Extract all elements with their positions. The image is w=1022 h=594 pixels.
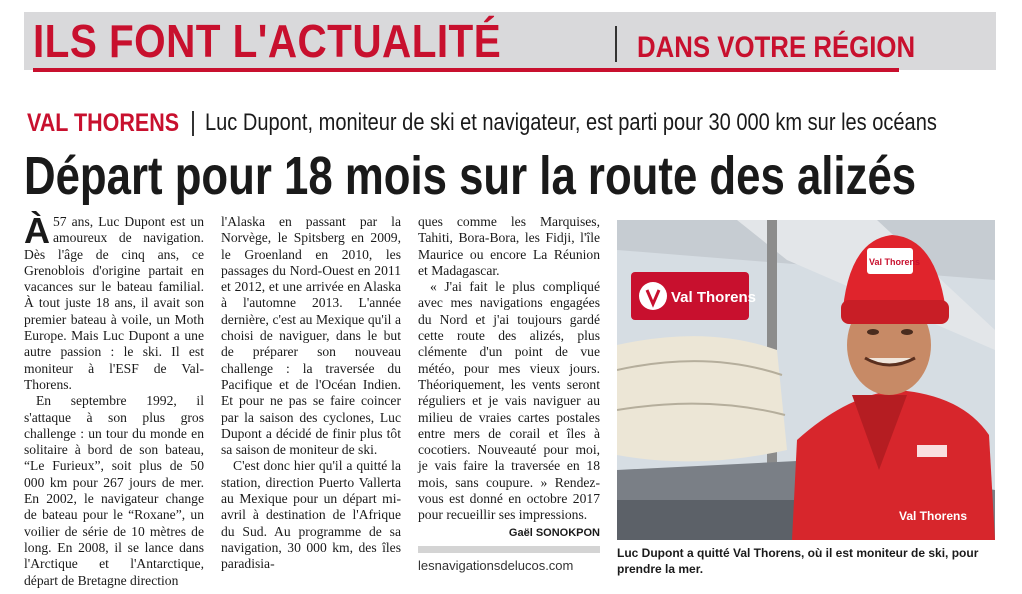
banner-underline bbox=[33, 68, 899, 72]
banner-logo-text: Val Thorens bbox=[671, 289, 757, 306]
author-byline: Gaël SONOKPON bbox=[508, 527, 600, 539]
paragraph: « J'ai fait le plus compliqué avec mes navigations engagées du Nord et j'ai toujours gardé cette route des alizés, plus clémente d'un point de vue météo, pour mes vieux jours. Théoriquement, les vents seront réguliers et je vais naviguer au milieu de vraies cartes postales entre mers de corail et îles à cocotiers. Nouveauté pour moi, je vais faire la traversée en 18 mois, sans coupure. » Rendez-vous est donné en octobre 2017 pour recueillir ses impressions. bbox=[418, 279, 600, 523]
paragraph-text: 57 ans, Luc Dupont est un amoureux de navigation. Dès l'âge de cinq ans, ce Grenoblois d'origine partait en vacances sur le bateau familial. À tout juste 18 ans, il avait son premier bateau à voile, un Moth Europe. Mais Luc Dupont a une autre passion : le ski. Il est moniteur à l'ESF de Val-Thorens. bbox=[24, 214, 204, 392]
article-subhead: Luc Dupont, moniteur de ski et navigateur, est parti pour 30 000 km sur les océans bbox=[205, 109, 937, 136]
paragraph: ques comme les Marquises, Tahiti, Bora-Bora, les Fidji, l'île Maurice ou encore La Réunion et Madagascar. bbox=[418, 214, 600, 278]
hat-logo-text: Val Thorens bbox=[869, 257, 921, 267]
article-kicker: VAL THORENS bbox=[27, 109, 180, 137]
section-subtitle: DANS VOTRE RÉGION bbox=[637, 31, 916, 64]
paragraph: C'est donc hier qu'il a quitté la station, direction Puerto Vallerta au Mexique pour un départ mi-avril à destination de l'Afrique du Sud. Au programme de sa navigation, 30 000 km, des îles paradisia- bbox=[221, 458, 401, 572]
section-title: ILS FONT L'ACTUALITÉ bbox=[33, 15, 502, 67]
paragraph bbox=[24, 210, 204, 393]
jacket-logo-text: Val Thorens bbox=[899, 509, 968, 523]
photo-illustration bbox=[617, 220, 995, 540]
paragraph: En septembre 1992, il s'attaque à son plus gros challenge : un tour du monde en solitaire à bord de son bateau, “Le Furieux”, soit plus de 50 000 km pour 267 jours de mer. En 2002, le navigateur change de bateau pour le “Roxane”, un voilier de série de 10 mètres de long. En 2008, il se lance dans l'Arctique et l'Antarctique, départ de Bretagne direction bbox=[24, 393, 204, 588]
article-column-3 bbox=[418, 214, 600, 524]
website-link[interactable]: lesnavigationsdelucos.com bbox=[418, 558, 574, 573]
banner-divider bbox=[615, 26, 617, 62]
article-headline: Départ pour 18 mois sur la route des alizés bbox=[24, 146, 917, 206]
kicker-divider bbox=[192, 111, 194, 136]
drop-cap: À bbox=[24, 210, 50, 251]
byline-rule bbox=[418, 546, 600, 553]
photo-caption: Luc Dupont a quitté Val Thorens, où il est moniteur de ski, pour prendre la mer. bbox=[617, 546, 979, 576]
article-photo bbox=[617, 220, 995, 540]
article-column-2 bbox=[221, 214, 401, 573]
paragraph: l'Alaska en passant par la Norvège, le Spitsberg en 2009, le Groenland en 2010, les passages du Nord-Ouest en 2011 et 2012, et une arrivée en Alaska à l'automne 2013. L'année dernière, c'est au Mexique qu'il a choisi de naviguer, dans le but de préparer son nouveau challenge : la traversée du Pacifique et de l'Océan Indien. Et pour ne pas se faire coincer par la saison des cyclones, Luc Dupont a décidé de finir plus tôt sa saison de moniteur de ski. bbox=[221, 214, 401, 458]
article-column-1 bbox=[24, 210, 204, 589]
